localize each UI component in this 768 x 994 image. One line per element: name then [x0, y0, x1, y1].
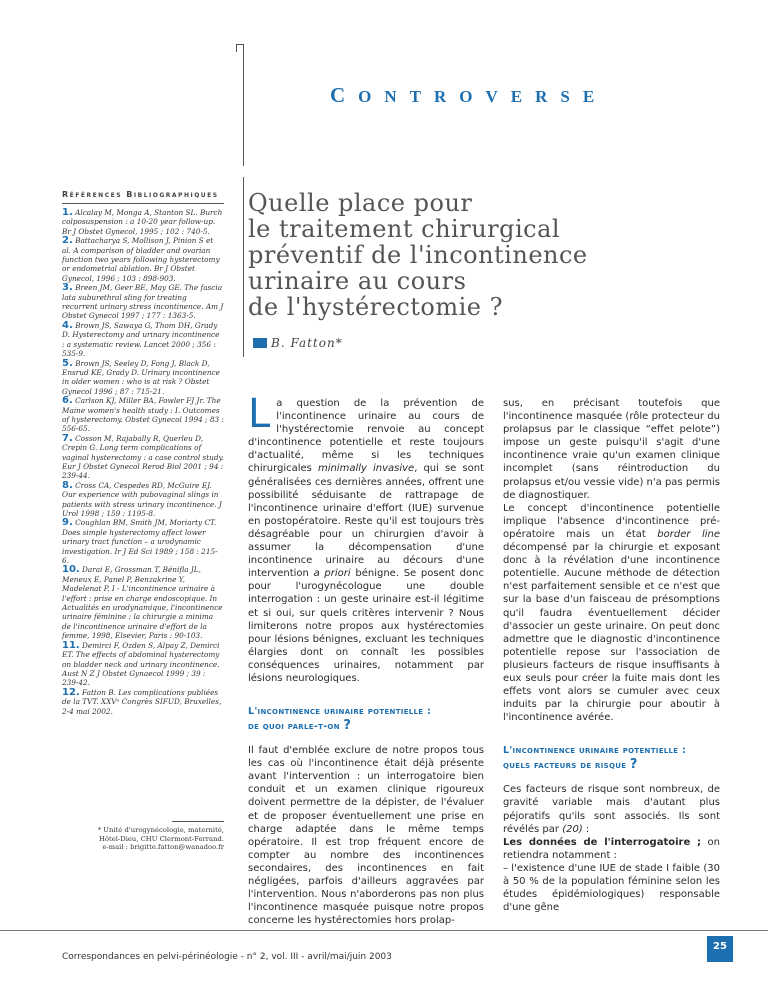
reference-text: Demirci F, Ozden S, Alpay Z, Demirci ET. The effects of abdominal hysterectomy on bladder neck and urinary incontinence. Aust N Z J Obstet Gynaecol 1999 ; 39 : 239-42.: [62, 640, 220, 688]
reference-item: [62, 396, 224, 434]
reference-number: 10.: [62, 564, 80, 576]
reference-text: Fatton B. Les complications publiées de la TVT. XXVᵉ Congrès SIFUD, Bruxelles, 2-4 mai 2002.: [62, 687, 222, 716]
reference-item: [62, 359, 224, 397]
reference-item: [62, 565, 224, 640]
author-name: B. Fatton*: [271, 336, 343, 350]
references-title: Références Bibliographiques: [62, 190, 219, 199]
reference-text: Cosson M, Rajabally R, Querleu D, Crepin G. Long term complications of vaginal hysterectomy : a case control study. Eur J Obstet Gynecol Rerod Biol 2001 ; 94 : 239-44.: [62, 433, 225, 481]
author-marker: [253, 338, 267, 348]
reference-text: Brown JS, Sawaya G, Thom DH, Grady D. Hysterectomy and urinary incontinence : a systematic review. Lancet 2000 ; 356 : 535-9.: [62, 320, 220, 359]
section-kicker: CONTROVERSE: [330, 83, 608, 107]
reference-item: [62, 434, 224, 481]
article-column-1: [248, 391, 484, 927]
paragraph: sus, en précisant toutefois que l'incontinence masquée (rôle protecteur du prolapsus par le classique “effet pelote”) impose un geste puisqu'il s'agit d'une incontinence vraie qu'un examen clinique incomplet (sans réintroduction du prolapsus et/ou vessie vide) n'a pas permis de diagnostiquer.: [503, 398, 720, 501]
reference-number: 6.: [62, 395, 73, 407]
reference-item: [62, 481, 224, 519]
reference-item: [62, 208, 224, 236]
author-byline: [253, 336, 343, 350]
reference-number: 2.: [62, 235, 73, 247]
reference-text: Breen JM, Geer BE, May GE. The fascia lata suburethral sling for treating recurrent urinary stress incontinence. Am J Obstet Gynecol 1997 ; 177 : 1363-5.: [62, 283, 224, 321]
reference-number: 7.: [62, 432, 73, 444]
reference-text: Battacharya S, Mollison J, Pinion S et al. A comparison of bladder and ovarian function two years following hysterectomy or endometrial ablation. Br J Obstet Gynecol, 1996 ; 103 : 898-903.: [62, 236, 220, 283]
reference-item: [62, 321, 224, 359]
reference-item: [62, 641, 224, 688]
paragraph: Le concept d'incontinence potentielle implique l'absence d'incontinence pré-opératoire mais un état border line décompensé par la chirurgie et exposant donc à la révélation d'une incontinence potentielle. Aucune méthode de détection n'est parfaitement sensible et ce n'est que sur la base d'un faisceau de présomptions qu'il faudra éventuellement décider d'associer un geste urinaire. On peut donc admettre que le diagnostic d'incontinence potentielle repose sur l'association de plusieurs facteurs de risque insuffisants à eux seuls pour créer la fuite mais dont les effets vont alors se cumuler avec ceux induits par la chirurgie pour aboutir à l'incontinence avérée.: [503, 502, 720, 724]
decorative-rule: [243, 44, 244, 166]
references-rule: [62, 203, 224, 204]
drop-cap: L: [248, 391, 271, 437]
intro-paragraph: La question de la prévention de l'incontinence urinaire au cours de l'hystérectomie renvoie au concept d'incontinence potentielle et reste toujours d'actualité, même si les techniques chirurgicales minimally invasive, qui se sont généralisées ces dernières années, offrent une possibilité séduisante de rattrapage de l'incontinence urinaire d'effort (IUE) survenue en postopératoire. Reste qu'il est toujours très désagréable pour un chirurgien d'avoir à assumer la décompensation d'une incontinence urinaire au décours d'une intervention a priori bénigne. Se posent donc pour l'urogynécologue une double interrogation : un geste urinaire est-il légitime et si oui, sur quels critères intervenir ? Nous limiterons notre propos aux hystérectomies pour lésions bénignes, excluant les techniques élargies dont on connaît les possibles conséquences urinaires, notamment par lésions neurologiques.: [248, 391, 484, 684]
decorative-rule: [236, 44, 244, 45]
reference-number: 11.: [62, 639, 80, 651]
references-list: [62, 208, 224, 716]
decorative-rule: [236, 44, 237, 52]
reference-number: 5.: [62, 357, 73, 369]
reference-number: 9.: [62, 517, 73, 529]
footer-rule: [0, 930, 768, 931]
paragraph: Il faut d'emblée exclure de notre propos tous les cas où l'incontinence était déjà présente avant l'intervention : un interrogatoire bien conduit et un examen clinique rigoureux doivent permettre de la dépister, de l'évaluer et de proposer éventuellement une prise en charge adaptée dans le même temps opératoire. Il est trop fréquent encore de compter au nombre des incontinences secondaires, des incontinences en fait négligées, parfois d'ailleurs aggravées par l'intervention. Nous n'aborderons pas non plus l'incontinence masquée puisque notre propos concerne les hystérectomies hors prolap-: [248, 745, 484, 927]
reference-number: 12.: [62, 686, 80, 698]
footer-citation: Correspondances en pelvi-périnéologie - n° 2, vol. III - avril/mai/juin 2003: [62, 952, 392, 962]
reference-text: Darai E, Grossman T, Bénifla JL, Meneux E, Panel P, Benzakrine Y, Madelenat P. I - L'incontinence urinaire à l'effort : prise en charge endoscopique. In Actualités en urodynamique, l'incontinence urinaire féminine : la chirurgie a minima de l'incontinence urinaire d'effort de la femme, 1998, Elsevier, Paris : 90-103.: [62, 565, 223, 641]
reference-text: Coughlan BM, Smith JM, Moriarty CT. Does simple hysterectomy affect lower urinary tract function – a urodynamic investigation. Ir J Ed Sci 1989 ; 158 : 215-6.: [62, 518, 218, 566]
reference-item: [62, 518, 224, 565]
paragraph: – l'existence d'une IUE de stade I faible (30 à 50 % de la population féminine selon les études épidémiologiques) responsable d'une gêne: [503, 862, 720, 914]
footnote-rule: [172, 821, 224, 822]
section-heading: L'incontinence urinaire potentielle : de quoi parle-t-on ?: [248, 706, 432, 734]
paragraph: Ces facteurs de risque sont nombreux, de gravité variable mais d'autant plus péjoratifs qu'ils sont associés. Ils sont révélés par (20) :: [503, 784, 720, 835]
reference-item: [62, 236, 224, 283]
author-footnote: * Unité d'urogynécologie, maternité, Hôtel-Dieu, CHU Clermont-Ferrand. e-mail : brigitte.fatton@wanadoo.fr: [97, 826, 224, 852]
reference-number: 1.: [62, 207, 73, 218]
section-heading: L'incontinence urinaire potentielle : quels facteurs de risque ?: [503, 745, 687, 773]
article-column-2: [503, 397, 720, 914]
reference-text: Cross CA, Cespedes RD, McGuire EJ. Our experience with pubovaginal slings in patients with stress urinary incontinence. J Urol 1998 ; 159 : 1195-8.: [62, 480, 222, 518]
reference-text: Brown JS, Seeley D, Fong J, Black D, Ensrud KE, Grady D. Urinary incontinence in older women : who is at risk ? Obstet Gynecol 1996 ; 87 : 715-21.: [62, 358, 220, 396]
column-divider: [243, 177, 244, 357]
paragraph: Les données de l'interrogatoire ; on retiendra notamment :: [503, 836, 720, 861]
reference-item: [62, 688, 224, 716]
reference-text: Carlson KJ, Miller BA, Fowler FJ Jr. The Maine women's health study : I. Outcomes of hysterectomy. Obstet Gynecol 1994 ; 83 : 556-65.: [62, 396, 224, 434]
reference-number: 3.: [62, 282, 73, 294]
reference-item: [62, 283, 224, 321]
page-number: 25: [707, 936, 733, 962]
article-title: Quelle place pour le traitement chirurgical préventif de l'incontinence urinaire au cours de l'hystérectomie ?: [248, 189, 588, 321]
reference-number: 8.: [62, 479, 73, 491]
reference-number: 4.: [62, 319, 73, 331]
reference-text: Alcalay M, Monga A, Stanton SL. Burch colposuspension : a 10-20 year follow-up. Br J Obstet Gynecol, 1995 ; 102 : 740-5.: [62, 208, 223, 236]
